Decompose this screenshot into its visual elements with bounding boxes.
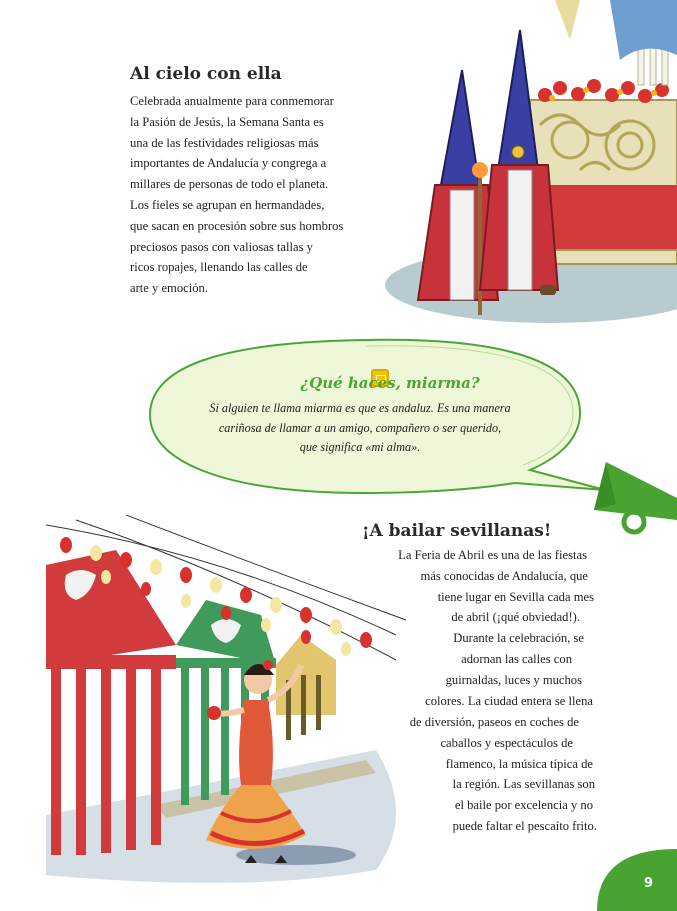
body-line: Los fieles se agrupan en hermandades, — [130, 197, 325, 212]
bubble-title: ¿Qué haces, miarma? — [300, 374, 480, 392]
section-title-sevillanas: ¡A bailar sevillanas! — [362, 521, 552, 541]
body-line: La Feria de Abril es una de las fiestas — [398, 548, 587, 562]
body-line: arte y emoción. — [130, 281, 208, 296]
body-line: más conocidas de Andalucía, que — [420, 569, 588, 583]
bubble-line: cariñosa de llamar a un amigo, compañero o ser querido, — [218, 420, 502, 435]
bubble-text — [160, 399, 560, 458]
megaphone-icon — [592, 458, 677, 536]
section-title-procession: Al cielo con ella — [130, 64, 282, 84]
section-body-procession — [130, 91, 400, 299]
body-line: de diversión, paseos en coches de — [409, 715, 579, 729]
body-line: que sacan en procesión sobre sus hombros — [130, 218, 344, 233]
body-line: tiene lugar en Sevilla cada mes — [437, 590, 594, 604]
body-line: puede faltar el pescaíto frito. — [452, 819, 597, 833]
body-line: millares de personas de todo el planeta. — [130, 177, 329, 192]
body-line: Durante la celebración, se — [453, 631, 584, 645]
body-line: importantes de Andalucía y congrega a — [130, 156, 327, 171]
body-line: de abril (¡qué obviedad!). — [451, 610, 580, 624]
page-number: 9 — [643, 876, 653, 891]
body-line: flamenco, la música típica de — [445, 757, 593, 771]
procession-illustration — [380, 0, 677, 330]
bubble-line: que significa «mi alma». — [299, 440, 421, 454]
feria-illustration — [46, 515, 416, 890]
body-line: la región. Las sevillanas son — [452, 777, 595, 791]
body-line: guirnaldas, luces y muchos — [445, 673, 582, 687]
body-line: Celebrada anualmente para conmemorar — [130, 94, 334, 108]
body-line: la Pasión de Jesús, la Semana Santa es — [130, 114, 324, 129]
bubble-line: Si alguien te llama miarma es que es andaluz. Es una manera — [209, 401, 511, 415]
body-line: adornan las calles con — [461, 652, 572, 666]
page-number-tab — [597, 849, 677, 911]
body-line: colores. La ciudad entera se llena — [425, 694, 593, 708]
body-line: el baile por excelencia y no — [454, 798, 593, 812]
body-line: una de las festividades religiosas más — [130, 135, 319, 150]
body-line: ricos ropajes, llenando las calles de — [130, 260, 308, 275]
body-line: caballos y espectáculos de — [440, 736, 573, 750]
body-line: preciosos pasos con valiosas tallas y — [130, 239, 313, 254]
